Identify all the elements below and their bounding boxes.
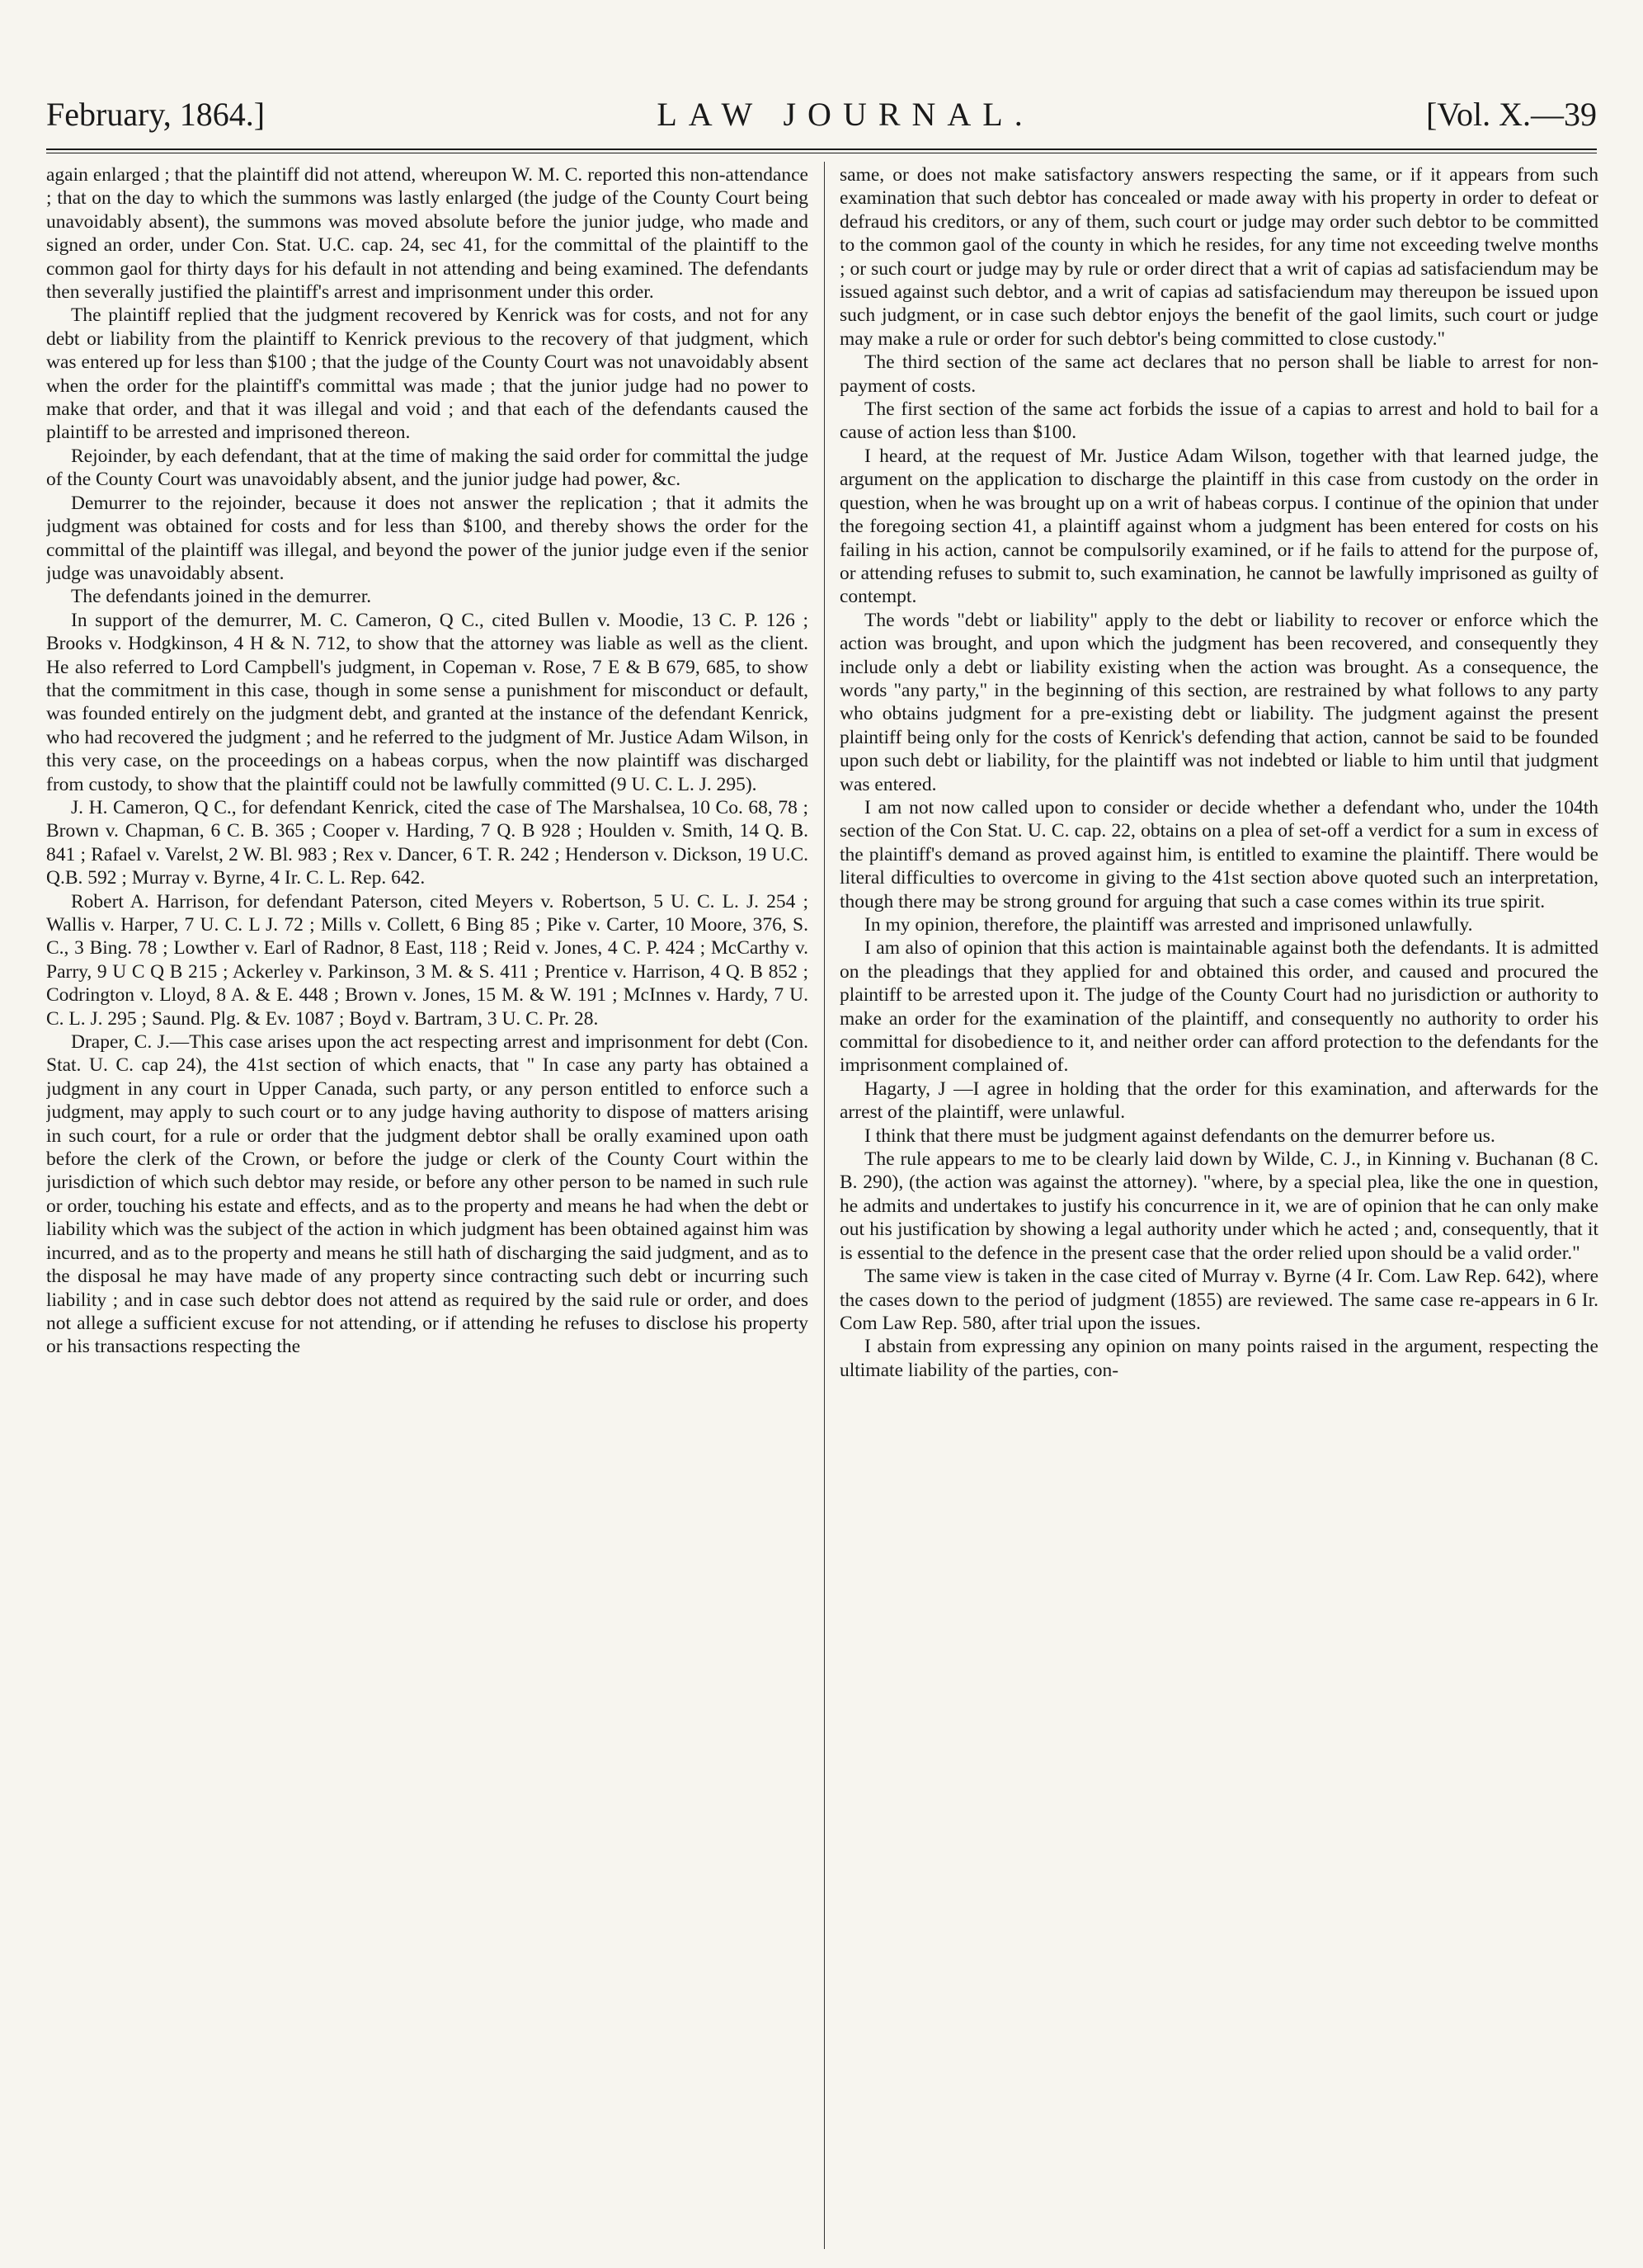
paragraph: I think that there must be judgment against defendants on the demurrer before us. (864, 1125, 1495, 1147)
paragraph: again enlarged ; that the plaintiff did not attend, whereupon W. M. C. reported this non-attendance ; that on the day to which the summons was lastly enlarged (the judge of the County Court being unavoidably absent), the summons was moved absolute before the junior judge, who made and signed an order, under Con. Stat. U.C. cap. 24, sec 41, for the committal of the plaintiff to the common gaol for thirty days for his default in not attending and being examined. The defendants then severally justified the plaintiff's arrest and imprisonment under this order. (46, 164, 808, 304)
left-column (46, 163, 808, 2251)
paragraph: In support of the demurrer, M. C. Cameron, Q C., cited Bullen v. Moodie, 13 C. P. 126 ; Brooks v. Hodgkinson, 4 H & N. 712, to show that the attorney was liable as well as the client. He also referred to Lord Campbell's judgment, in Copeman v. Rose, 7 E & B 679, 685, to show that the commitment in this case, though in some sense a punishment for misconduct or default, was founded entirely on the judgment debt, and granted at the instance of the defendant Kenrick, who had recovered the judgment ; and he referred to the judgment of Mr. Justice Adam Wilson, in this very case, on the proceedings on a habeas corpus, when the now plaintiff was discharged from custody, to show that the plaintiff could not be lawfully committed (9 U. C. L. J. 295). (46, 609, 808, 795)
paragraph: In my opinion, therefore, the plaintiff was arrested and imprisoned unlawfully. (864, 914, 1473, 936)
paragraph: Draper, C. J.—This case arises upon the act respecting arrest and imprisonment for debt (Con. Stat. U. C. cap 24), the 41st section of which enacts, that " In case any party has obtained a judgment in any court in Upper Canada, such party, or any person entitled to enforce such a judgment, may apply to such court or to any judge having authority to dispose of matters arising in such court, for a rule or order that the judgment debtor shall be orally examined upon oath before the clerk of the Crown, or before the judge or clerk of the County Court within the jurisdiction of which such debtor may reside, or before any other person to be named in such rule or order, touching his estate and effects, and as to the property and means he had when the debt or liability which was the subject of the action in which judgment has been obtained against him was incurred, and as to the property and means he still hath of discharging the said judgment, and as to the disposal he may have made of any property since contracting such debt or incurring such liability ; and in case such debtor does not attend as required by the said rule or order, and does not allege a sufficient excuse for not attending, or if attending he refuses to disclose his property or his transactions respecting the (46, 1031, 808, 1358)
paragraph: Hagarty, J —I agree in holding that the order for this examination, and afterwards for the arrest of the plaintiff, were unlawful. (840, 1077, 1598, 1124)
running-header (46, 89, 1597, 139)
header-journal-title: LAW JOURNAL. (657, 95, 1034, 133)
paragraph: The third section of the same act declares that no person shall be liable to arrest for non-payment of costs. (840, 351, 1598, 397)
paragraph: Robert A. Harrison, for defendant Paterson, cited Meyers v. Robertson, 5 U. C. L. J. 254 ; Wallis v. Harper, 7 U. C. L J. 72 ; Mills v. Collett, 6 Bing 85 ; Pike v. Carter, 10 Moore, 376, S. C., 3 Bing. 78 ; Lowther v. Earl of Radnor, 8 East, 118 ; Reid v. Jones, 4 C. P. 424 ; McCarthy v. Parry, 9 U C Q B 215 ; Ackerley v. Parkinson, 3 M. & S. 411 ; Prentice v. Harrison, 4 Q. B 852 ; Codrington v. Lloyd, 8 A. & E. 448 ; Brown v. Jones, 15 M. & W. 191 ; McInnes v. Hardy, 7 U. C. L. J. 295 ; Saund. Plg. & Ev. 1087 ; Boyd v. Bartram, 3 U. C. Pr. 28. (46, 890, 808, 1030)
paragraph: The plaintiff replied that the judgment recovered by Kenrick was for costs, and not for any debt or liability from the plaintiff to Kenrick previous to the recovery of that judgment, which was entered up for less than $100 ; that the judge of the County Court was not unavoidably absent when the order for the plaintiff's committal was made ; that the junior judge had no power to make that order, and that it was illegal and void ; and that each of the defendants caused the plaintiff to be arrested and imprisoned thereon. (46, 304, 808, 444)
paragraph: The rule appears to me to be clearly laid down by Wilde, C. J., in Kinning v. Buchanan (8 C. B. 290), (the action was against the attorney). "where, by a special plea, like the one in question, he admits and undertakes to justify his concurrence in it, we are of opinion that he can only make out his justification by showing a legal authority under which he acted ; and, consequently, that it is essential to the defence in the present case that the order relied upon should be a valid order." (840, 1148, 1598, 1264)
paragraph: J. H. Cameron, Q C., for defendant Kenrick, cited the case of The Marshalsea, 10 Co. 68, 78 ; Brown v. Chapman, 6 C. B. 365 ; Cooper v. Harding, 7 Q. B 928 ; Houlden v. Smith, 14 Q. B. 841 ; Rafael v. Varelst, 2 W. Bl. 983 ; Rex v. Dancer, 6 T. R. 242 ; Henderson v. Dickson, 19 U.C. Q.B. 592 ; Murray v. Byrne, 4 Ir. C. L. Rep. 642. (46, 796, 808, 889)
paragraph: I heard, at the request of Mr. Justice Adam Wilson, together with that learned judge, the argument on the application to discharge the plaintiff in this case from custody on the order in question, when he was brought up on a writ of habeas corpus. I continue of the opinion that under the foregoing section 41, a plaintiff against whom a judgment has been entered for costs on his failing in his action, cannot be compulsorily examined, or if he fails to attend for the purpose of, or attending refuses to submit to, such examination, he cannot be lawfully imprisoned as guilty of contempt. (840, 445, 1598, 608)
paragraph: The defendants joined in the demurrer. (71, 586, 372, 608)
paragraph: I am also of opinion that this action is maintainable against both the defendants. It is admitted on the pleadings that they applied for and obtained this order, and caused and procured the plaintiff to be arrested upon it. The judge of the County Court had no jurisdiction or authority to make an order for the examination of the plaintiff, and consequently no authority to order his committal for disobedience to it, and neither order can afford protection to the defendants for the imprisonment complained of. (840, 937, 1598, 1077)
header-volume: [Vol. X.—39 (1425, 95, 1597, 133)
header-date: February, 1864.] (46, 95, 266, 133)
paragraph: Rejoinder, by each defendant, that at the time of making the said order for committal the judge of the County Court was unavoidably absent, and the junior judge had power, &c. (46, 445, 808, 491)
paragraph: The same view is taken in the case cited of Murray v. Byrne (4 Ir. Com. Law Rep. 642), where the cases down to the period of judgment (1855) are reviewed. The same case re-appears in 6 Ir. Com Law Rep. 580, after trial upon the issues. (840, 1266, 1598, 1334)
paragraph: same, or does not make satisfactory answers respecting the same, or if it appears from such examination that such debtor has concealed or made away with his property in order to defeat or defraud his creditors, or any of them, such court or judge may order such debtor to be committed to the common gaol of the county in which he resides, for any time not exceeding twelve months ; or such court or judge may by rule or order direct that a writ of capias ad satisfaciendum may be issued against such debtor, and a writ of capias ad satisfaciendum may thereupon be issued upon such judgment, or in case such debtor enjoys the benefit of the gaol limits, such court or judge may make a rule or order for such debtor's being committed to close custody." (840, 164, 1598, 350)
paragraph: The words "debt or liability" apply to the debt or liability to recover or enforce which the action was brought, and upon which the judgment has been recovered, and consequently they include only a debt or liability existing when the action was brought. As a consequence, the words "any party," in the beginning of this section, are restrained by what follows to any party who obtains judgment for a pre-existing debt or liability. The judgment against the present plaintiff being only for the costs of Kenrick's defending that action, cannot be said to be founded upon such debt or liability, for the plaintiff was not indebted or liable to him until that judgment was entered. (840, 609, 1598, 795)
column-divider (824, 162, 825, 2249)
paragraph: The first section of the same act forbids the issue of a capias to arrest and hold to bail for a cause of action less than $100. (840, 398, 1598, 444)
paragraph: I abstain from expressing any opinion on many points raised in the argument, respecting the ultimate liability of the parties, con- (840, 1336, 1598, 1381)
paragraph: Demurrer to the rejoinder, because it does not answer the replication ; that it admits the judgment was obtained for costs and for less than $100, and thereby shows the order for the committal of the plaintiff was illegal, and beyond the power of the junior judge even if the senior judge was unavoidably absent. (46, 492, 808, 584)
paragraph: I am not now called upon to consider or decide whether a defendant who, under the 104th section of the Con Stat. U. C. cap. 22, obtains on a plea of set-off a verdict for a sum in excess of the plaintiff's demand as proved against him, is entitled to examine the plaintiff. There would be literal difficulties to overcome in giving to the 41st section above quoted such an interpretation, though there may be strong ground for arguing that such a case comes within its true spirit. (840, 796, 1598, 912)
right-column (840, 163, 1598, 2251)
header-rule (46, 149, 1597, 150)
